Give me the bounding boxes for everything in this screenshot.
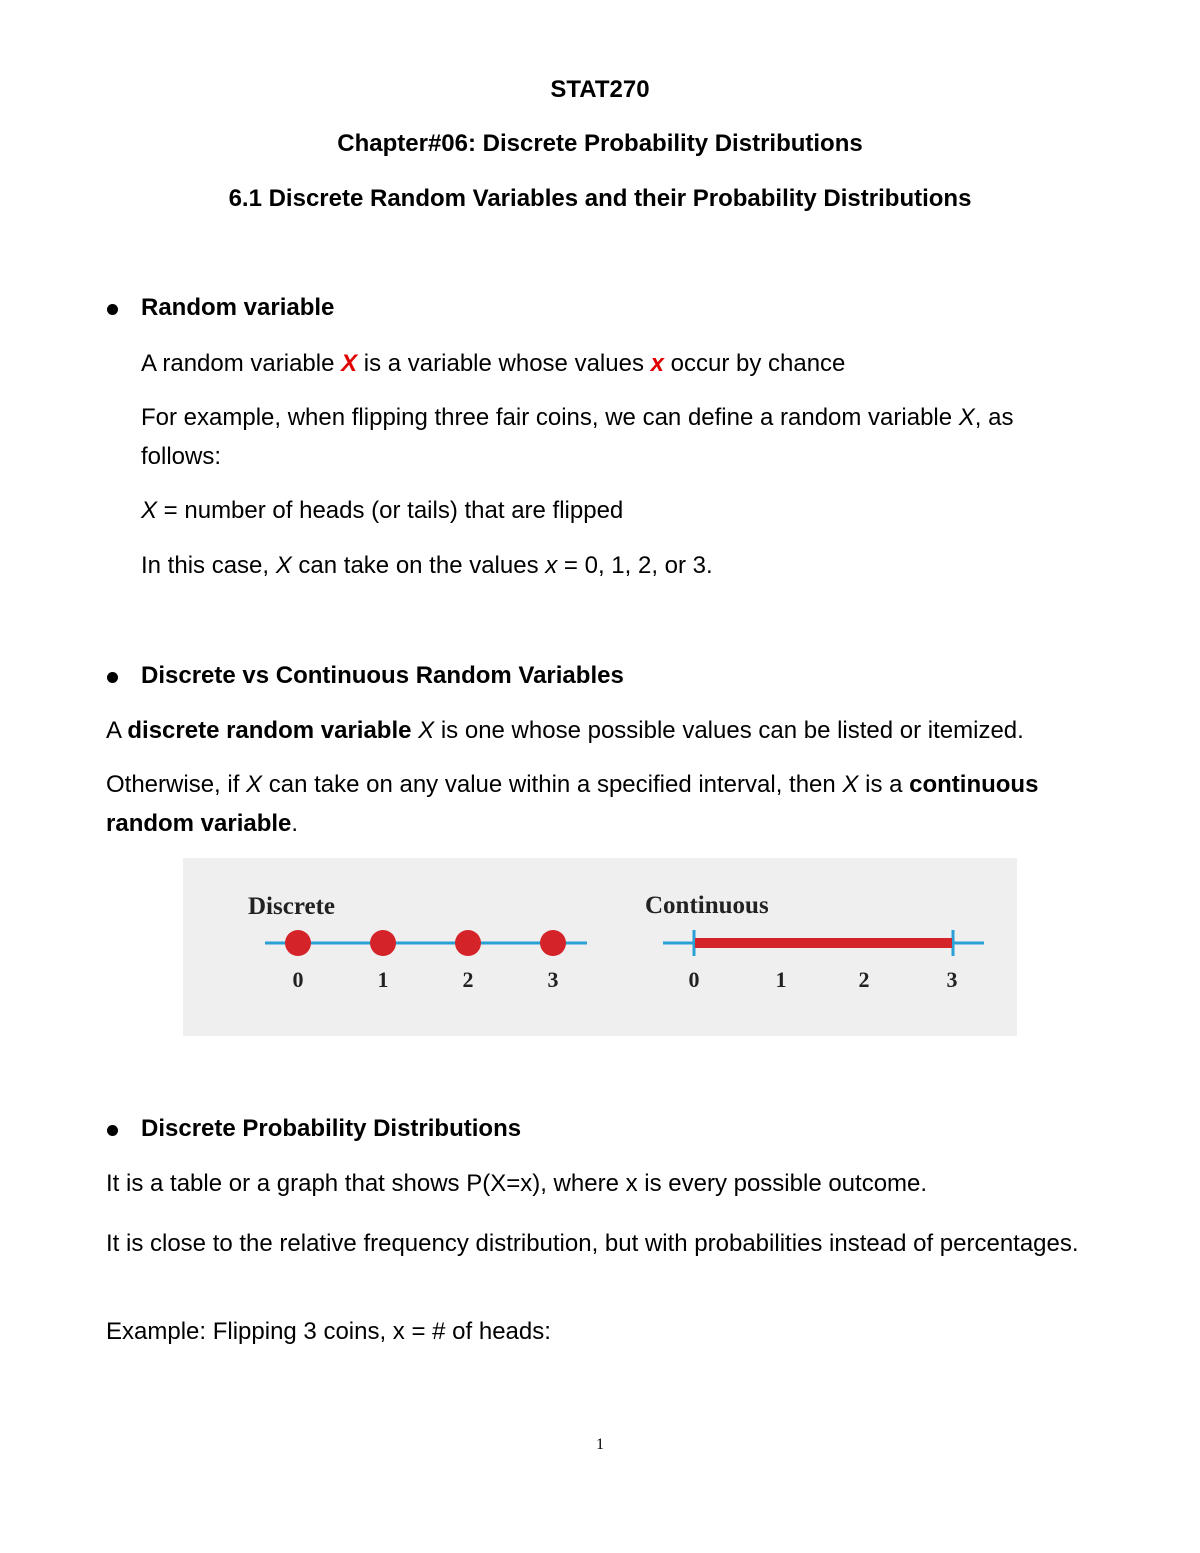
page-number: 1 <box>596 1436 604 1453</box>
random-variable-definition: A random variable X is a variable whose values x occur by chance <box>141 350 846 377</box>
discrete-distributions-heading: Discrete Probability Distributions <box>141 1115 522 1142</box>
continuous-definition-line-1: Otherwise, if X can take on any value within a specified interval, then X is a continuous <box>106 771 1039 798</box>
continuous-tick-label: 2 <box>858 967 870 992</box>
discrete-vs-continuous-heading: Discrete vs Continuous Random Variables <box>141 662 624 689</box>
distribution-example: Example: Flipping 3 coins, x = # of heads: <box>106 1318 551 1345</box>
continuous-tick-label: 0 <box>688 967 700 992</box>
bullet-icon <box>107 672 118 683</box>
continuous-tick-label: 3 <box>946 967 958 992</box>
section-title: 6.1 Discrete Random Variables and their Probability Distributions <box>228 185 972 212</box>
discrete-tick-label: 0 <box>292 967 304 992</box>
distribution-comparison: It is close to the relative frequency distribution, but with probabilities instead of percentages. <box>106 1230 1079 1257</box>
discrete-label: Discrete <box>248 893 335 920</box>
bullet-icon <box>107 1125 118 1136</box>
discrete-point <box>285 930 311 956</box>
discrete-point <box>370 930 396 956</box>
variable-values-line: In this case, X can take on the values x = 0, 1, 2, or 3. <box>141 552 713 579</box>
discrete-vs-continuous-figure <box>183 858 1017 1036</box>
example-line-1: For example, when flipping three fair coins, we can define a random variable X, as <box>141 404 1014 431</box>
course-title: STAT270 <box>550 76 650 103</box>
bullet-icon <box>107 304 118 315</box>
discrete-point <box>540 930 566 956</box>
continuous-label: Continuous <box>645 892 769 919</box>
continuous-definition-line-2: random variable. <box>106 810 299 837</box>
example-line-2: follows: <box>141 443 222 470</box>
discrete-tick-label: 1 <box>377 967 389 992</box>
continuous-tick-label: 1 <box>775 967 787 992</box>
distribution-definition: It is a table or a graph that shows P(X=x), where x is every possible outcome. <box>106 1170 928 1197</box>
discrete-tick-label: 2 <box>462 967 474 992</box>
random-variable-heading: Random variable <box>141 294 335 321</box>
discrete-point <box>455 930 481 956</box>
discrete-tick-label: 3 <box>547 967 559 992</box>
discrete-definition: A discrete random variable X is one whose possible values can be listed or itemized. <box>106 717 1024 744</box>
variable-definition-equation: X = number of heads (or tails) that are flipped <box>141 497 624 524</box>
number-line-diagram <box>183 858 1017 1036</box>
chapter-title: Chapter#06: Discrete Probability Distributions <box>337 130 863 157</box>
